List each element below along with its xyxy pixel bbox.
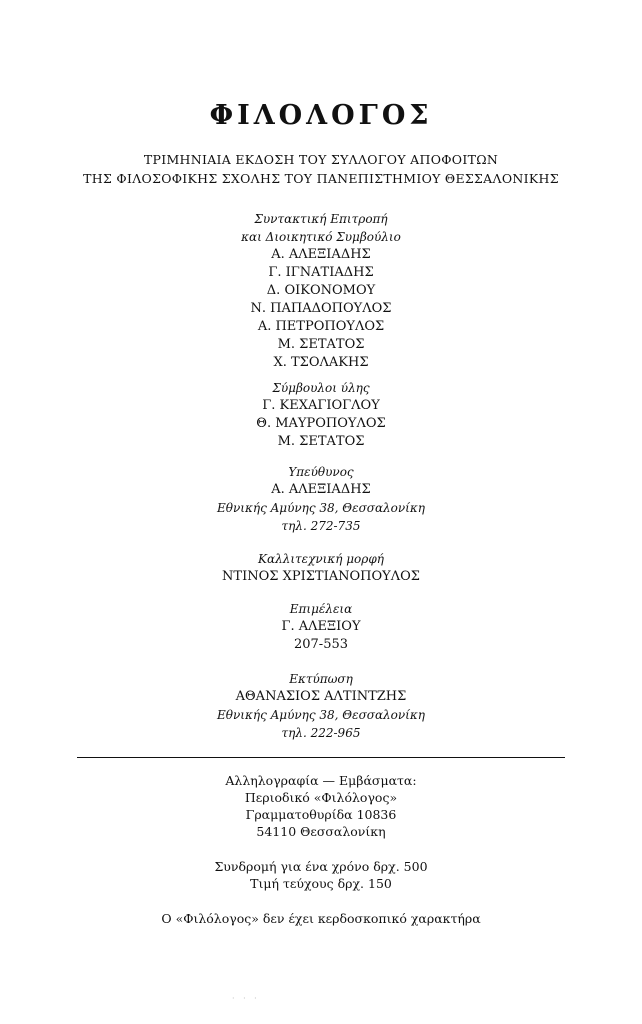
correspondence-line-2: Περιοδικό «Φιλόλογος» bbox=[244, 790, 398, 805]
artistic-section bbox=[0, 550, 642, 586]
responsible-phone: τηλ. 272-735 bbox=[281, 519, 361, 533]
subtitle-line-2: ΤΗΣ ΦΙΛΟΣΟΦΙΚΗΣ ΣΧΟΛΗΣ ΤΟΥ ΠΑΝΕΠΙΣΤΗΜΙΟΥ ΘΕΣΣΑΛΟΝΙΚΗΣ bbox=[83, 171, 559, 186]
committee-member: Μ. ΣΕΤΑΤΟΣ bbox=[277, 337, 365, 352]
committee-label-2: και Διοικητικό Συμβούλιο bbox=[241, 230, 401, 244]
editing-name: Γ. ΑΛΕΞΙΟΥ bbox=[281, 619, 361, 634]
scan-speck-mark: · · · bbox=[232, 994, 260, 1003]
correspondence-section bbox=[0, 772, 642, 840]
issue-price: Τιμή τεύχους δρχ. 150 bbox=[250, 876, 392, 891]
printing-name: ΑΘΑΝΑΣΙΟΣ ΑΛΤΙΝΤΖΗΣ bbox=[235, 689, 407, 704]
committee-label-1: Συντακτική Επιτροπή bbox=[254, 212, 388, 226]
advisor-member: Γ. ΚΕΧΑΓΙΟΓΛΟΥ bbox=[262, 398, 380, 413]
responsible-label: Υπεύθυνος bbox=[288, 465, 354, 479]
printing-phone: τηλ. 222-965 bbox=[281, 726, 361, 740]
advisors-section bbox=[0, 379, 642, 451]
printing-label: Εκτύπωση bbox=[289, 672, 353, 686]
pricing-section bbox=[0, 858, 642, 892]
subscription-price: Συνδρομή για ένα χρόνο δρχ. 500 bbox=[214, 859, 428, 874]
advisor-member: Θ. ΜΑΥΡΟΠΟΥΛΟΣ bbox=[256, 416, 386, 431]
committee-member: Ν. ΠΑΠΑΔΟΠΟΥΛΟΣ bbox=[250, 301, 392, 316]
responsible-section bbox=[0, 463, 642, 535]
editing-section bbox=[0, 600, 642, 654]
responsible-address: Εθνικής Αμύνης 38, Θεσσαλονίκη bbox=[217, 501, 425, 515]
advisor-member: Μ. ΣΕΤΑΤΟΣ bbox=[277, 434, 365, 449]
committee-section bbox=[0, 210, 642, 372]
committee-member: Δ. ΟΙΚΟΝΟΜΟΥ bbox=[266, 283, 376, 298]
printing-address: Εθνικής Αμύνης 38, Θεσσαλονίκη bbox=[217, 708, 425, 722]
editing-phone: 207-553 bbox=[293, 637, 349, 652]
responsible-name: Α. ΑΛΕΞΙΑΔΗΣ bbox=[271, 482, 371, 497]
correspondence-line-4: 54110 Θεσσαλονίκη bbox=[256, 824, 386, 839]
artistic-name: ΝΤΙΝΟΣ ΧΡΙΣΤΙΑΝΟΠΟΥΛΟΣ bbox=[222, 569, 420, 584]
committee-member: Α. ΠΕΤΡΟΠΟΥΛΟΣ bbox=[257, 319, 385, 334]
editing-label: Επιμέλεια bbox=[289, 602, 353, 616]
committee-member: Χ. ΤΣΟΛΑΚΗΣ bbox=[273, 355, 369, 370]
nonprofit-note: Ο «Φιλόλογος» δεν έχει κερδοσκοπικό χαρακτήρα bbox=[161, 911, 481, 926]
correspondence-line-1: Αλληλογραφία — Εμβάσματα: bbox=[225, 773, 417, 788]
subtitle-line-1: ΤΡΙΜΗΝΙΑΙΑ ΕΚΔΟΣΗ ΤΟΥ ΣΥΛΛΟΓΟΥ ΑΠΟΦΟΙΤΩΝ bbox=[143, 152, 499, 167]
advisors-label: Σύμβουλοι ύλης bbox=[272, 381, 370, 395]
artistic-label: Καλλιτεχνική μορφή bbox=[258, 552, 384, 566]
committee-member: Γ. ΙΓΝΑΤΙΑΔΗΣ bbox=[268, 265, 374, 280]
committee-member: Α. ΑΛΕΞΙΑΔΗΣ bbox=[271, 247, 371, 262]
journal-title: ΦΙΛΟΛΟΓΟΣ bbox=[209, 100, 433, 131]
correspondence-line-3: Γραμματοθυρίδα 10836 bbox=[245, 807, 397, 822]
divider-rule bbox=[77, 757, 565, 758]
printing-section bbox=[0, 670, 642, 742]
